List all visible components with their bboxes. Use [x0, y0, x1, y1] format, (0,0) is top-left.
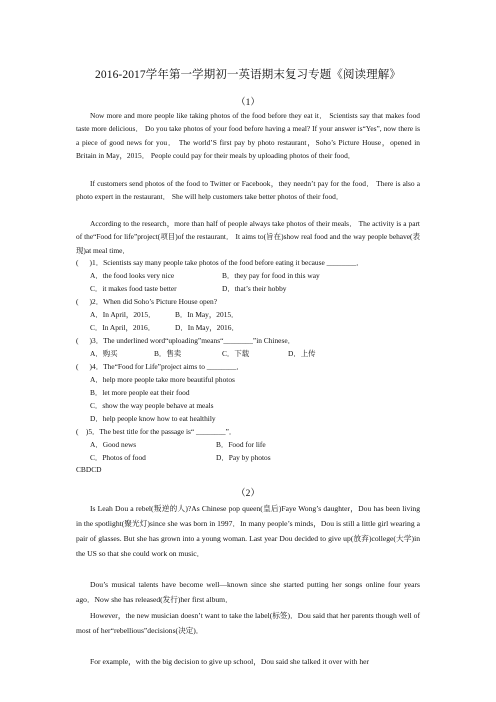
- q5-option-a: A．Good news: [90, 440, 137, 449]
- question-4-stem: ( )4．The“Food for Life”project aims to ________．: [76, 362, 244, 371]
- q3-option-b: B．售卖: [154, 349, 182, 358]
- q3-option-c: C．下载: [222, 349, 250, 358]
- answer-key: CBDCD: [76, 465, 102, 474]
- q5-option-d: D．Pay by photos: [216, 453, 271, 462]
- q4-option-c: C．show the way people behave at meals: [90, 401, 214, 410]
- page-title: 2016-2017学年第一学期初一英语期末复习专题《阅读理解》: [95, 69, 401, 81]
- s1-paragraph-2: If customers send photos of the food to Twitter or Facebook，they needn’t pay for the food． There is also a photo expert in the restaurant． She will help customers take better photos of their food．: [76, 179, 420, 202]
- q3-option-a: A．购买: [90, 349, 118, 358]
- s2-paragraph-3: However，the new musician doesn’t want to take the label(标签)．Dou said that her parents though well of most of her“rebellious”decisions(决定)．: [76, 611, 420, 635]
- q4-option-a: A．help more people take more beautiful photos: [90, 375, 235, 384]
- s1-paragraph-1: Now more and more people like taking photos of the food before they eat it． Scientists say that makes food taste more delicious． Do you take photos of your food before having a meal? If your answer is“Yes”, now there is a piece of good news for you． The world’S first pay by photo restaurant，Soho’s Picture House，opened in Britain in May，2015． People could pay for their meals by uploading photos of their food．: [76, 111, 420, 161]
- q4-option-b: B．let more people eat their food: [90, 388, 190, 397]
- q3-option-d: D．上传: [288, 349, 316, 358]
- s2-paragraph-1: Is Leah Dou a rebel(叛逆的人)?As Chinese pop queen(皇后)Faye Wong’s daughter，Dou has been living in the spotlight(聚光灯)since she was born in 1997．In many people’s minds，Dou is still a little girl wearing a pair of glasses. But she has grown into a young woman. Last year Dou decided to give up(放弃)college(大学)in the US so that she could work on music．: [76, 504, 420, 558]
- q5-option-b: B．Food for life: [216, 440, 266, 449]
- q1-option-a: A．the food looks very nice: [90, 271, 175, 280]
- q2-option-d: D．In May，2016．: [175, 323, 239, 332]
- section-1-label: （1）: [236, 98, 260, 108]
- q1-option-b: B．they pay for food in this way: [222, 271, 320, 280]
- q5-option-c: C．Photos of food: [90, 453, 146, 462]
- q4-option-d: D．help people know how to eat healthily: [90, 414, 216, 423]
- question-2-stem: ( )2．When did Soho’s Picture House open?: [76, 297, 218, 306]
- question-3-stem: ( )3．The underlined word“uploading”means“________”in Chinese．: [76, 336, 295, 345]
- s2-paragraph-2: Dou’s musical talents have become well—known since she started putting her songs online four years ago．Now she has released(发行)her first album．: [76, 580, 420, 604]
- q2-option-b: B．In May，2015．: [175, 310, 239, 319]
- s2-paragraph-4: For example，with the big decision to give up school，Dou said she talked it over with her: [90, 657, 370, 666]
- question-5-stem: ( )5．The best title for the passage is“ ________”．: [76, 427, 237, 436]
- q1-option-d: D．that’s their hobby: [222, 284, 287, 293]
- s1-paragraph-3: According to the research，more than half of people always take photos of their meals． The activity is a part of the“Food for life”project(项目)of the restaurant． It aims to(旨在)show real food and the way people behave(表现)at meal time．: [76, 219, 420, 255]
- q2-option-c: C．In April，2016．: [90, 323, 156, 332]
- question-1-stem: ( )1．Scientists say many people take photos of the food before eating it because ________．: [76, 258, 364, 267]
- q1-option-c: C．it makes food taste better: [90, 284, 177, 293]
- section-2-label: （2）: [236, 489, 260, 499]
- q2-option-a: A．In April，2015．: [90, 310, 156, 319]
